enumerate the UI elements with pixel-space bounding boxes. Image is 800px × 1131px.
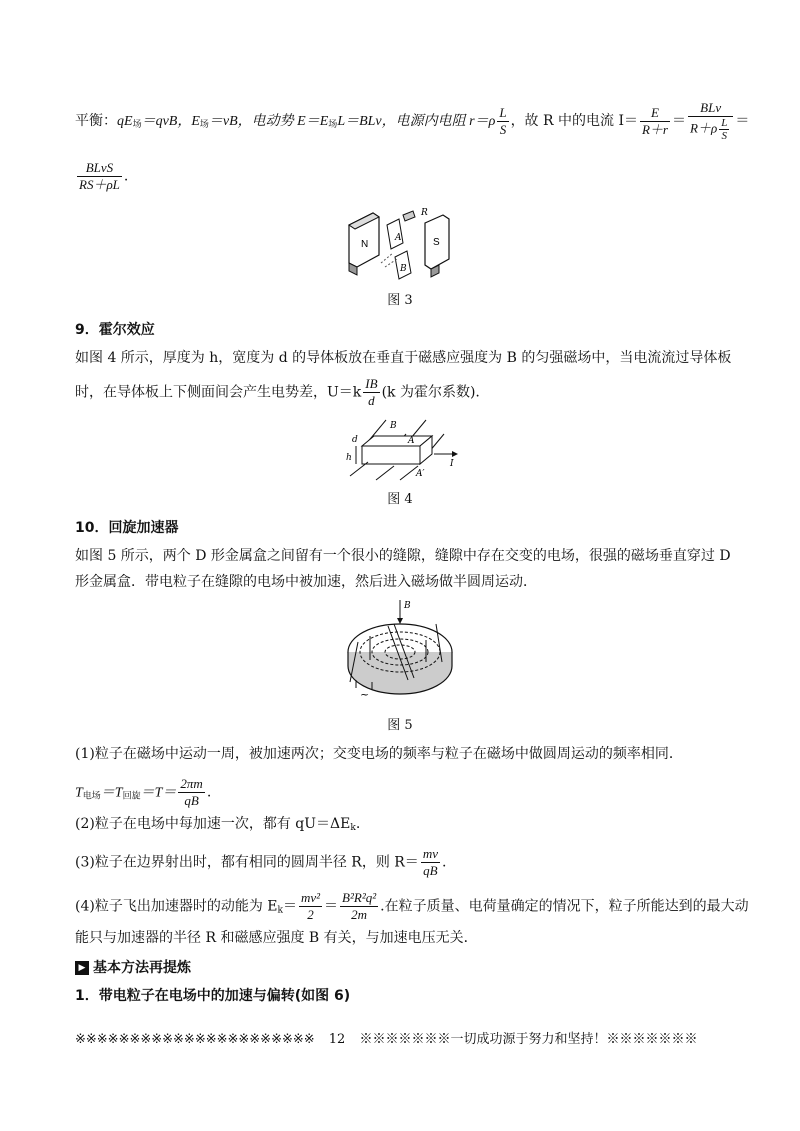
section-10-para-2: 形金属盒．带电粒子在缝隙的电场中被加速，然后进入磁场做半圆周运动． [75, 574, 537, 590]
fraction-blv [688, 100, 733, 142]
numerator: BLv [688, 100, 733, 117]
page-footer [75, 1028, 740, 1047]
figure-4-caption: 图 4 [387, 492, 413, 507]
point-4-cont: 能只与加速器的半径 R 和磁感应强度 B 有关，与加速电压无关． [75, 930, 478, 946]
denominator: qB [423, 863, 438, 878]
text: ＝vB，电动势 E＝E [208, 114, 329, 129]
section-10-title: 10．回旋加速器 [75, 520, 179, 536]
text: ＝T＝ [140, 785, 177, 801]
figure-4-hall-plate [340, 418, 465, 482]
text: (4)粒子飞出加速器时的动能为 E [75, 898, 278, 915]
numerator: B²R²q² [342, 890, 377, 905]
section-9-para-1: 如图 4 所示，厚度为 h，宽度为 d 的导体板放在垂直于磁感应强度为 B 的匀强磁场中，当电流流过导体板 [75, 350, 732, 366]
numerator: 2πm [180, 776, 203, 791]
label-a: A [408, 436, 415, 446]
figure-5-caption: 图 5 [387, 718, 413, 733]
text: L＝BLv，电源内电阻 r＝ρ [337, 114, 496, 129]
point-1: (1)粒子在磁场中运动一周，被加速两次；交变电场的频率与粒子在磁场中做圆周运动的频率相同． [75, 746, 683, 762]
text: (2)粒子在电场中每加速一次，都有 qU＝ΔE [75, 816, 351, 832]
label-a-prime: A′ [416, 469, 425, 479]
figure-5-cyclotron [340, 596, 460, 700]
fraction-result [77, 160, 122, 193]
fraction-period [178, 776, 204, 809]
subscript: 电场 [82, 791, 101, 802]
result-line [75, 160, 740, 193]
text: 时，在导体板上下侧面间会产生电势差，U＝k [75, 384, 362, 401]
subscript: 场 [199, 120, 209, 130]
method-heading [75, 956, 740, 980]
label-b: B [404, 601, 411, 611]
point-2: (2)粒子在电场中每加速一次，都有 $qU=\Delta E_k$. [75, 816, 361, 833]
figure-3-caption: 图 3 [387, 293, 413, 308]
label-a: A [395, 233, 402, 243]
text: ，故 R 中的电流 I＝ [510, 113, 638, 129]
denominator: S [499, 121, 507, 137]
text: R＋ρ [690, 120, 718, 136]
fraction-e-over-rr [640, 105, 670, 138]
fraction-ib-over-d [363, 376, 379, 409]
subscript: 回旋 [122, 791, 141, 802]
fraction-l-over-s [497, 105, 508, 138]
numerator: IB [365, 376, 378, 391]
numerator: L [499, 104, 507, 120]
label-s: S [433, 237, 440, 248]
text: (k 为霍尔系数). [381, 384, 480, 401]
denominator: qB [184, 793, 199, 808]
text: E [191, 114, 200, 129]
denominator: RS＋ρL [79, 177, 120, 192]
text: ＝ [735, 113, 750, 129]
fraction-kinetic-1 [299, 890, 322, 923]
numerator: mv [422, 846, 438, 861]
fraction-kinetic-2 [340, 890, 378, 923]
method-title: 基本方法再提炼 [93, 960, 191, 976]
footer-decoration: ※※※※※※※※※※※※※※※※※※※※※※ [75, 1032, 315, 1047]
denominator: R＋r [641, 121, 668, 137]
subscript: k [277, 905, 283, 916]
numerator: E [640, 105, 670, 122]
text: ＝qvB， [141, 114, 192, 129]
balance-line [75, 100, 750, 142]
text: 平衡： [75, 113, 117, 129]
fraction-radius [421, 846, 440, 879]
label-r: R [421, 208, 428, 218]
label-d: d [352, 435, 358, 445]
numerator: mv² [300, 890, 321, 905]
denominator: 2m [351, 907, 368, 922]
numerator: L [721, 117, 728, 129]
text: . [123, 168, 129, 185]
denominator [688, 117, 733, 142]
section-9-title: 9．霍尔效应 [75, 322, 155, 338]
subscript: 场 [132, 120, 142, 130]
text: 在粒子质量、电荷量确定的情况下，粒子所能达到的最大动 [384, 898, 749, 915]
denominator: 2 [307, 907, 314, 922]
fraction-l-over-s [719, 117, 729, 142]
denominator: d [368, 393, 375, 408]
label-ac-source: ~ [360, 688, 370, 700]
numerator: BLvS [77, 160, 122, 177]
text: (3)粒子在边界射出时，都有相同的圆周半径 R，则 R＝ [75, 854, 419, 871]
label-h: h [346, 453, 352, 463]
text: qE [117, 114, 133, 129]
point-1-formula: $T_{电场}=T_{回旋}=T=$ $\frac{2\pi m}{qB}$ . [75, 776, 212, 808]
text: ＝ [672, 113, 686, 129]
text: T [75, 785, 83, 801]
section-9-para-2 [75, 376, 740, 409]
play-icon: ▶ [75, 961, 89, 975]
footer-motto: ※※※※※※※一切成功源于努力和坚持！※※※※※※※ [359, 1032, 698, 1047]
text: ＝T [100, 785, 123, 801]
section-10-para-1: 如图 5 所示，两个 D 形金属盒之间留有一个很小的缝隙，缝隙中存在交变的电场，很强的磁场垂直穿过 D [75, 548, 731, 564]
denominator: S [721, 130, 727, 142]
label-b: B [390, 421, 397, 431]
subscript: 场 [328, 120, 338, 130]
label-i: I [450, 459, 454, 469]
method-item-1: 1．带电粒子在电场中的加速与偏转(如图 6) [75, 988, 351, 1004]
figure-3-magnet-diagram [335, 203, 465, 283]
subscript: k [350, 823, 356, 833]
label-b: B [400, 264, 407, 274]
label-n: N [361, 239, 369, 250]
page-number: 12 [328, 1032, 346, 1047]
point-4: (4)粒子飞出加速器时的动能为 $E_k=$ $\frac{\text{mv²}}{2}$ ＝ $\frac{\text{B²R²q²}}{2m}$ .在粒子质量、电荷量确定的情况下，粒子所能达到的最大动 [75, 890, 749, 922]
point-3: (3)粒子在边界射出时，都有相同的圆周半径 R，则 R＝ $\frac{mv}{qB}$ . [75, 846, 447, 878]
